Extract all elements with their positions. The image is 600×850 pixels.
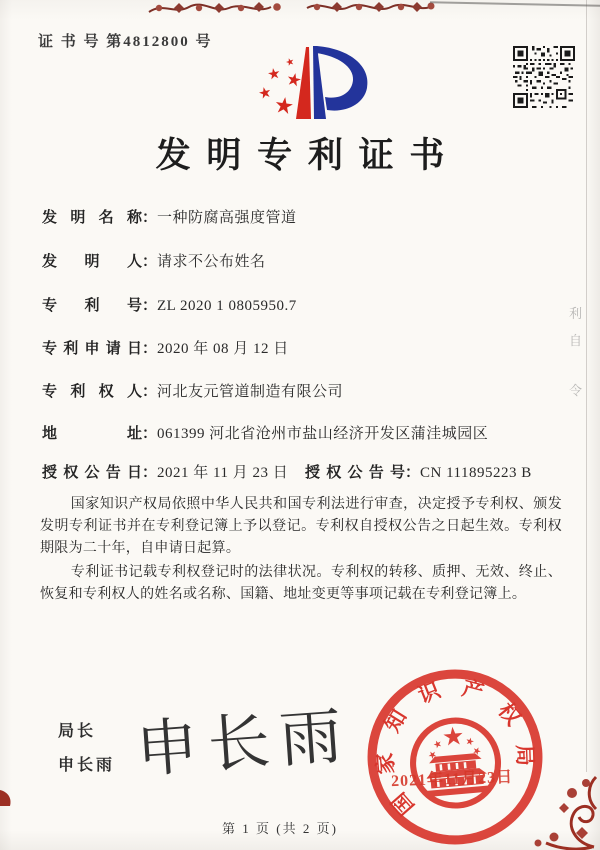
field-patent-number [42, 294, 297, 316]
commissioner-signature [128, 692, 358, 797]
legal-text-block [40, 494, 562, 608]
seal-date: 2021年11月23日 [390, 768, 514, 791]
page-edge-top-line [430, 1, 600, 7]
field-invention-name [42, 206, 297, 228]
cnipa-logo-icon [237, 33, 402, 128]
field-label: 授权公告日 [42, 465, 142, 481]
page-number: 第 1 页 (共 2 页) [222, 821, 338, 836]
qr-code [513, 46, 575, 108]
signer-name: 申长雨 [58, 757, 116, 774]
field-value: 061399 河北省沧州市盐山经济开发区蒲洼城园区 [157, 426, 489, 442]
field-value: 2021 年 11 月 23 日 [157, 465, 289, 481]
certificate-number: 证 书 号 第4812800 号 [38, 34, 213, 50]
field-colon: ： [142, 254, 158, 270]
top-ornament [145, 0, 437, 17]
signer-position: 局长 [58, 723, 97, 740]
field-colon: ： [142, 465, 158, 481]
field-colon: ： [142, 426, 158, 442]
field-label: 专利权人 [42, 384, 142, 400]
legal-paragraph-1: 国家知识产权局依照中华人民共和国专利法进行审查，决定授予专利权、颁发发明专利证书并在专利登记簿上予以登记。专利权自授权公告之日起生效。专利权期限为二十年，自申请日起算。 [40, 497, 562, 556]
field-filing-date [42, 337, 289, 359]
national-emblem [410, 717, 502, 809]
certificate-title: 发明专利证书 [155, 136, 461, 175]
bottom-left-ornament [0, 788, 14, 808]
field-label: 专利号 [42, 298, 142, 314]
page-edge-right-line [586, 0, 587, 772]
page-bleed-text: 利 [569, 306, 583, 321]
field-label: 发明人 [42, 254, 142, 270]
field-patentee [42, 380, 343, 402]
field-colon: ： [142, 341, 158, 357]
field-value: 请求不公布姓名 [157, 254, 266, 270]
field-label: 授权公告号 [305, 465, 405, 481]
field-value: ZL 2020 1 0805950.7 [157, 298, 297, 314]
field-grant-number [305, 461, 532, 482]
page-bleed-text: 自 [569, 333, 583, 348]
field-label: 专利申请日 [42, 341, 142, 357]
field-address [42, 422, 488, 444]
field-label: 地址 [42, 426, 142, 442]
field-colon: ： [142, 210, 158, 226]
seal-ring-text: 国家知识产权局 [372, 675, 538, 820]
field-value: CN 111895223 B [420, 465, 532, 481]
field-value: 河北友元管道制造有限公司 [157, 384, 344, 400]
page-bleed-text: 令 [569, 383, 583, 398]
legal-paragraph-2: 专利证书记载专利权登记时的法律状况。专利权的转移、质押、无效、终止、恢复和专利权人的姓名或名称、国籍、地址变更等事项记载在专利登记簿上。 [40, 565, 562, 602]
field-value: 2020 年 08 月 12 日 [157, 341, 289, 357]
field-value: 一种防腐高强度管道 [157, 210, 297, 226]
field-label: 发明名称 [42, 210, 142, 226]
field-colon: ： [142, 384, 158, 400]
field-grant-date [42, 461, 532, 483]
field-colon: ： [142, 298, 158, 314]
signature-text: 申长雨 [133, 702, 355, 786]
field-inventor [42, 250, 266, 272]
field-colon: ： [405, 465, 421, 481]
